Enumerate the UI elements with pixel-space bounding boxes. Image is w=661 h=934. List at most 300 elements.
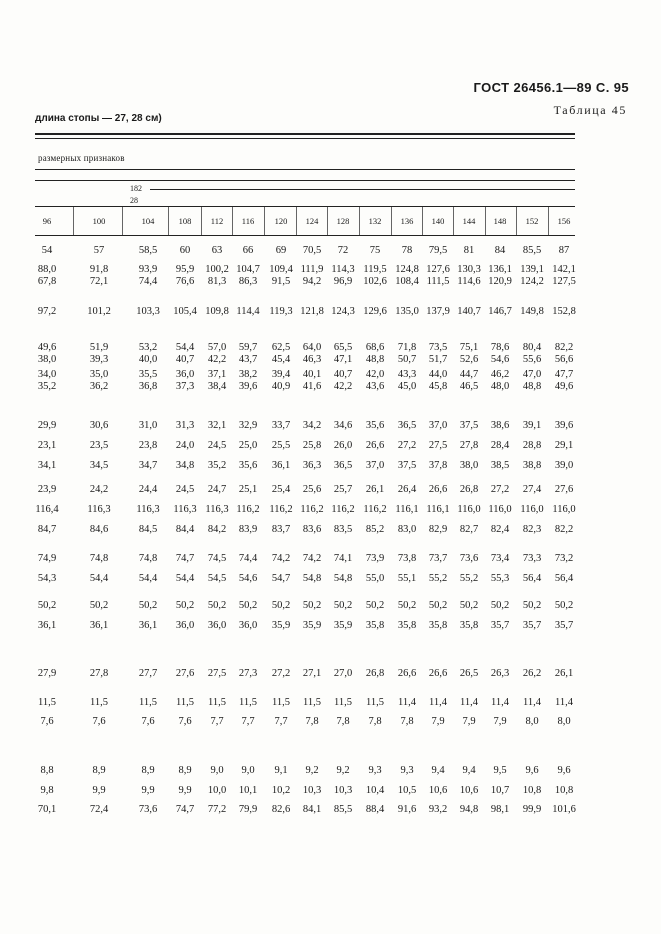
table-cell: 74,9 <box>37 553 57 564</box>
table-cell: 7,9 <box>431 716 445 727</box>
table-cell: 37,1 <box>207 369 227 380</box>
table-cell: 37,8 <box>428 460 448 471</box>
table-cell: 9,4 <box>462 765 476 776</box>
table-cell: 9,6 <box>557 765 571 776</box>
table-cell: 27,0 <box>333 668 353 679</box>
table-cell: 7,9 <box>462 716 476 727</box>
table-cell: 26,8 <box>365 668 385 679</box>
table-cell: 114,3 <box>331 264 355 275</box>
table-cell: 34,5 <box>89 460 109 471</box>
table-cell: 119,3 <box>269 306 293 317</box>
table-cell: 111,5 <box>426 276 450 287</box>
table-cell: 28,4 <box>490 440 510 451</box>
table-cell: 31,3 <box>175 420 195 431</box>
table-cell: 36,1 <box>138 620 158 631</box>
table-cell: 38,8 <box>522 460 542 471</box>
table-cell: 116,3 <box>205 504 229 515</box>
table-cell: 55,1 <box>397 573 417 584</box>
table-cell: 50,2 <box>175 600 195 611</box>
table-cell: 83,6 <box>302 524 322 535</box>
table-cell: 36,3 <box>302 460 322 471</box>
table-cell: 84 <box>494 245 506 256</box>
table-cell: 116,3 <box>173 504 197 515</box>
table-cell: 26,4 <box>397 484 417 495</box>
column-header: 140 <box>431 216 445 226</box>
table-cell: 54,6 <box>490 354 510 365</box>
table-cell: 139,1 <box>520 264 544 275</box>
table-cell: 34,8 <box>175 460 195 471</box>
table-cell: 109,8 <box>205 306 229 317</box>
table-cell: 34,6 <box>333 420 353 431</box>
table-cell: 43,3 <box>397 369 417 380</box>
table-cell: 27,4 <box>522 484 542 495</box>
table-cell: 40,9 <box>271 381 291 392</box>
table-cell: 116,0 <box>520 504 544 515</box>
table-cell: 7,8 <box>336 716 350 727</box>
table-cell: 102,6 <box>363 276 387 287</box>
table-cell: 50,2 <box>333 600 353 611</box>
page-header: ГОСТ 26456.1—89 С. 95 <box>473 80 629 95</box>
table-cell: 56,4 <box>522 573 542 584</box>
table-cell: 38,6 <box>490 420 510 431</box>
table-cell: 24,5 <box>175 484 195 495</box>
table-cell: 35,5 <box>138 369 158 380</box>
foot-length-label: 28 <box>130 196 138 205</box>
table-cell: 50,2 <box>490 600 510 611</box>
table-cell: 116,4 <box>35 504 59 515</box>
table-cell: 50,2 <box>89 600 109 611</box>
table-cell: 116,1 <box>426 504 450 515</box>
table-cell: 26,3 <box>490 668 510 679</box>
table-cell: 86,3 <box>238 276 258 287</box>
table-cell: 11,5 <box>272 697 290 708</box>
table-cell: 35,8 <box>459 620 479 631</box>
table-cell: 27,5 <box>207 668 227 679</box>
table-cell: 9,3 <box>368 765 382 776</box>
table-cell: 109,4 <box>269 264 293 275</box>
table-cell: 44,7 <box>459 369 479 380</box>
column-header: 124 <box>305 216 319 226</box>
table-cell: 142,1 <box>552 264 576 275</box>
table-cell: 52,6 <box>459 354 479 365</box>
table-cell: 26,6 <box>397 668 417 679</box>
table-cell: 116,2 <box>363 504 387 515</box>
table-cell: 85,2 <box>365 524 385 535</box>
table-cell: 35,7 <box>554 620 574 631</box>
table-cell: 11,5 <box>303 697 321 708</box>
table-cell: 50,2 <box>37 600 57 611</box>
table-cell: 116,0 <box>552 504 576 515</box>
table-cell: 34,2 <box>302 420 322 431</box>
table-cell: 26,1 <box>554 668 574 679</box>
table-cell: 152,8 <box>552 306 576 317</box>
table-cell: 68,6 <box>365 342 385 353</box>
table-cell: 124,3 <box>331 306 355 317</box>
table-cell: 23,1 <box>37 440 57 451</box>
table-cell: 93,9 <box>138 264 158 275</box>
table-cell: 54,4 <box>138 573 158 584</box>
table-cell: 73,4 <box>490 553 510 564</box>
table-cell: 46,5 <box>459 381 479 392</box>
table-cell: 26,0 <box>333 440 353 451</box>
table-cell: 11,5 <box>208 697 226 708</box>
table-cell: 10,8 <box>522 785 542 796</box>
table-cell: 104,7 <box>236 264 260 275</box>
table-cell: 26,1 <box>365 484 385 495</box>
table-cell: 70,1 <box>37 804 57 815</box>
table-cell: 60 <box>179 245 191 256</box>
table-cell: 94,2 <box>302 276 322 287</box>
table-cell: 93,2 <box>428 804 448 815</box>
table-cell: 56,6 <box>554 354 574 365</box>
table-cell: 27,1 <box>302 668 322 679</box>
table-cell: 74,4 <box>238 553 258 564</box>
table-cell: 25,8 <box>302 440 322 451</box>
table-cell: 36,5 <box>397 420 417 431</box>
table-cell: 84,7 <box>37 524 57 535</box>
table-cell: 48,8 <box>522 381 542 392</box>
table-cell: 75 <box>369 245 381 256</box>
column-header: 144 <box>462 216 476 226</box>
table-cell: 84,4 <box>175 524 195 535</box>
table-cell: 74,5 <box>207 553 227 564</box>
table-cell: 10,8 <box>554 785 574 796</box>
table-cell: 40,1 <box>302 369 322 380</box>
table-cell: 23,8 <box>138 440 158 451</box>
table-cell: 35,0 <box>89 369 109 380</box>
table-cell: 8,9 <box>92 765 106 776</box>
table-cell: 116,0 <box>488 504 512 515</box>
table-cell: 8,9 <box>178 765 192 776</box>
table-cell: 130,3 <box>457 264 481 275</box>
table-cell: 7,7 <box>210 716 224 727</box>
table-cell: 49,6 <box>554 381 574 392</box>
table-cell: 9,9 <box>178 785 192 796</box>
table-cell: 84,6 <box>89 524 109 535</box>
table-cell: 42,2 <box>333 381 353 392</box>
table-cell: 82,6 <box>271 804 291 815</box>
table-cell: 9,6 <box>525 765 539 776</box>
table-cell: 97,2 <box>37 306 57 317</box>
table-cell: 39,1 <box>522 420 542 431</box>
table-cell: 11,5 <box>334 697 352 708</box>
table-cell: 73,7 <box>428 553 448 564</box>
table-cell: 73,2 <box>554 553 574 564</box>
table-cell: 87 <box>558 245 570 256</box>
table-cell: 54,3 <box>37 573 57 584</box>
table-cell: 7,6 <box>92 716 106 727</box>
table-cell: 57,0 <box>207 342 227 353</box>
column-header: 156 <box>557 216 571 226</box>
table-cell: 11,5 <box>90 697 108 708</box>
table-cell: 31,0 <box>138 420 158 431</box>
table-cell: 43,6 <box>365 381 385 392</box>
column-header: 128 <box>336 216 350 226</box>
table-cell: 24,2 <box>89 484 109 495</box>
table-cell: 33,7 <box>271 420 291 431</box>
table-cell: 11,4 <box>398 697 416 708</box>
table-cell: 23,9 <box>37 484 57 495</box>
table-cell: 96,9 <box>333 276 353 287</box>
table-cell: 74,7 <box>175 804 195 815</box>
table-cell: 40,0 <box>138 354 158 365</box>
table-subtitle: длина стопы — 27, 28 см) <box>35 113 162 124</box>
table-cell: 103,3 <box>136 306 160 317</box>
table-cell: 48,0 <box>490 381 510 392</box>
table-cell: 37,0 <box>428 420 448 431</box>
table-cell: 100,2 <box>205 264 229 275</box>
table-cell: 73,6 <box>459 553 479 564</box>
table-cell: 116,2 <box>300 504 324 515</box>
table-cell: 27,8 <box>89 668 109 679</box>
table-cell: 54,5 <box>207 573 227 584</box>
table-cell: 54,8 <box>333 573 353 584</box>
table-cell: 54,6 <box>238 573 258 584</box>
table-cell: 27,9 <box>37 668 57 679</box>
table-cell: 11,4 <box>460 697 478 708</box>
table-cell: 10,5 <box>397 785 417 796</box>
table-cell: 76,6 <box>175 276 195 287</box>
table-cell: 116,0 <box>457 504 481 515</box>
column-header: 96 <box>42 216 52 226</box>
table-cell: 81,3 <box>207 276 227 287</box>
table-cell: 116,3 <box>87 504 111 515</box>
table-cell: 44,0 <box>428 369 448 380</box>
table-cell: 7,6 <box>141 716 155 727</box>
table-cell: 39,3 <box>89 354 109 365</box>
table-cell: 129,6 <box>363 306 387 317</box>
table-cell: 42,0 <box>365 369 385 380</box>
table-cell: 38,0 <box>459 460 479 471</box>
table-cell: 54 <box>41 245 53 256</box>
table-cell: 26,2 <box>522 668 542 679</box>
table-cell: 35,2 <box>207 460 227 471</box>
table-cell: 7,9 <box>493 716 507 727</box>
table-cell: 50,2 <box>554 600 574 611</box>
table-cell: 25,0 <box>238 440 258 451</box>
table-cell: 77,2 <box>207 804 227 815</box>
table-cell: 120,9 <box>488 276 512 287</box>
table-cell: 54,4 <box>89 573 109 584</box>
table-cell: 10,7 <box>490 785 510 796</box>
table-cell: 56,4 <box>554 573 574 584</box>
table-cell: 78 <box>401 245 413 256</box>
table-cell: 9,0 <box>210 765 224 776</box>
table-cell: 116,1 <box>395 504 419 515</box>
table-cell: 80,4 <box>522 342 542 353</box>
table-cell: 95,9 <box>175 264 195 275</box>
table-cell: 37,5 <box>397 460 417 471</box>
table-cell: 40,7 <box>333 369 353 380</box>
table-cell: 27,2 <box>490 484 510 495</box>
table-cell: 50,2 <box>522 600 542 611</box>
table-cell: 26,5 <box>459 668 479 679</box>
table-cell: 27,5 <box>428 440 448 451</box>
table-cell: 35,2 <box>37 381 57 392</box>
table-cell: 24,5 <box>207 440 227 451</box>
table-cell: 50,2 <box>459 600 479 611</box>
table-cell: 91,5 <box>271 276 291 287</box>
table-cell: 36,1 <box>37 620 57 631</box>
column-header: 108 <box>178 216 192 226</box>
table-cell: 40,7 <box>175 354 195 365</box>
table-cell: 25,7 <box>333 484 353 495</box>
table-cell: 91,6 <box>397 804 417 815</box>
table-cell: 50,2 <box>238 600 258 611</box>
table-cell: 26,6 <box>365 440 385 451</box>
table-cell: 70,5 <box>302 245 322 256</box>
table-cell: 10,2 <box>271 785 291 796</box>
table-cell: 34,1 <box>37 460 57 471</box>
table-cell: 10,0 <box>207 785 227 796</box>
table-cell: 50,7 <box>397 354 417 365</box>
table-cell: 8,0 <box>525 716 539 727</box>
table-cell: 83,9 <box>238 524 258 535</box>
table-cell: 41,6 <box>302 381 322 392</box>
table-cell: 34,7 <box>138 460 158 471</box>
table-cell: 74,4 <box>138 276 158 287</box>
table-cell: 39,6 <box>238 381 258 392</box>
table-cell: 45,4 <box>271 354 291 365</box>
table-cell: 94,8 <box>459 804 479 815</box>
table-cell: 39,6 <box>554 420 574 431</box>
column-header: 120 <box>274 216 288 226</box>
table-cell: 140,7 <box>457 306 481 317</box>
table-cell: 81 <box>463 245 475 256</box>
table-cell: 36,0 <box>175 620 195 631</box>
table-label: Таблица 45 <box>553 103 627 117</box>
table-cell: 72,4 <box>89 804 109 815</box>
table-cell: 74,7 <box>175 553 195 564</box>
table-cell: 50,2 <box>428 600 448 611</box>
table-cell: 35,8 <box>428 620 448 631</box>
table-cell: 7,7 <box>274 716 288 727</box>
table-cell: 9,4 <box>431 765 445 776</box>
table-cell: 7,7 <box>241 716 255 727</box>
table-cell: 83,0 <box>397 524 417 535</box>
table-cell: 83,7 <box>271 524 291 535</box>
table-cell: 69 <box>275 245 287 256</box>
table-cell: 34,0 <box>37 369 57 380</box>
table-cell: 114,6 <box>457 276 481 287</box>
table-cell: 50,2 <box>138 600 158 611</box>
column-header: 100 <box>92 216 106 226</box>
table-cell: 37,3 <box>175 381 195 392</box>
table-cell: 101,2 <box>87 306 111 317</box>
table-cell: 84,1 <box>302 804 322 815</box>
table-cell: 88,0 <box>37 264 57 275</box>
table-cell: 11,5 <box>366 697 384 708</box>
table-cell: 116,3 <box>136 504 160 515</box>
table-cell: 9,5 <box>493 765 507 776</box>
table-cell: 54,4 <box>175 342 195 353</box>
column-header: 136 <box>400 216 414 226</box>
table-cell: 7,6 <box>178 716 192 727</box>
table-cell: 36,1 <box>89 620 109 631</box>
table-cell: 54,4 <box>175 573 195 584</box>
table-cell: 36,0 <box>207 620 227 631</box>
table-cell: 7,6 <box>40 716 54 727</box>
table-cell: 42,2 <box>207 354 227 365</box>
table-cell: 50,2 <box>271 600 291 611</box>
table-cell: 55,0 <box>365 573 385 584</box>
table-cell: 27,6 <box>554 484 574 495</box>
table-cell: 27,7 <box>138 668 158 679</box>
table-cell: 74,2 <box>302 553 322 564</box>
table-cell: 149,8 <box>520 306 544 317</box>
table-cell: 114,4 <box>236 306 260 317</box>
table-cell: 11,5 <box>239 697 257 708</box>
table-cell: 85,5 <box>522 245 542 256</box>
table-cell: 35,7 <box>522 620 542 631</box>
table-cell: 73,9 <box>365 553 385 564</box>
table-cell: 38,4 <box>207 381 227 392</box>
table-cell: 74,2 <box>271 553 291 564</box>
table-cell: 35,9 <box>333 620 353 631</box>
table-cell: 82,2 <box>554 524 574 535</box>
column-header: 132 <box>368 216 382 226</box>
table-cell: 7,8 <box>400 716 414 727</box>
table-cell: 55,6 <box>522 354 542 365</box>
table-cell: 116,2 <box>331 504 355 515</box>
table-cell: 9,8 <box>40 785 54 796</box>
table-cell: 73,8 <box>397 553 417 564</box>
table-cell: 8,0 <box>557 716 571 727</box>
table-cell: 82,3 <box>522 524 542 535</box>
table-cell: 55,3 <box>490 573 510 584</box>
table-cell: 37,5 <box>459 420 479 431</box>
table-cell: 11,5 <box>176 697 194 708</box>
table-cell: 82,9 <box>428 524 448 535</box>
table-cell: 9,2 <box>336 765 350 776</box>
table-cell: 30,6 <box>89 420 109 431</box>
table-cell: 74,1 <box>333 553 353 564</box>
table-cell: 36,8 <box>138 381 158 392</box>
column-header: 152 <box>525 216 539 226</box>
table-cell: 27,6 <box>175 668 195 679</box>
table-cell: 10,4 <box>365 785 385 796</box>
table-cell: 36,5 <box>333 460 353 471</box>
table-cell: 62,5 <box>271 342 291 353</box>
table-cell: 39,4 <box>271 369 291 380</box>
table-cell: 26,6 <box>428 668 448 679</box>
table-cell: 116,2 <box>269 504 293 515</box>
table-cell: 38,2 <box>238 369 258 380</box>
table-cell: 101,6 <box>552 804 576 815</box>
table-cell: 43,7 <box>238 354 258 365</box>
column-header: 104 <box>141 216 155 226</box>
table-cell: 25,5 <box>271 440 291 451</box>
table-cell: 65,5 <box>333 342 353 353</box>
table-cell: 98,1 <box>490 804 510 815</box>
table-cell: 29,9 <box>37 420 57 431</box>
table-cell: 47,0 <box>522 369 542 380</box>
table-cell: 75,1 <box>459 342 479 353</box>
table-cell: 9,9 <box>92 785 106 796</box>
table-cell: 28,8 <box>522 440 542 451</box>
table-cell: 27,2 <box>271 668 291 679</box>
table-cell: 35,6 <box>365 420 385 431</box>
table-cell: 26,6 <box>428 484 448 495</box>
table-cell: 27,3 <box>238 668 258 679</box>
table-cell: 127,6 <box>426 264 450 275</box>
table-cell: 25,6 <box>302 484 322 495</box>
table-cell: 46,3 <box>302 354 322 365</box>
table-cell: 50,2 <box>397 600 417 611</box>
table-cell: 67,8 <box>37 276 57 287</box>
table-cell: 9,9 <box>141 785 155 796</box>
table-cell: 9,1 <box>274 765 288 776</box>
